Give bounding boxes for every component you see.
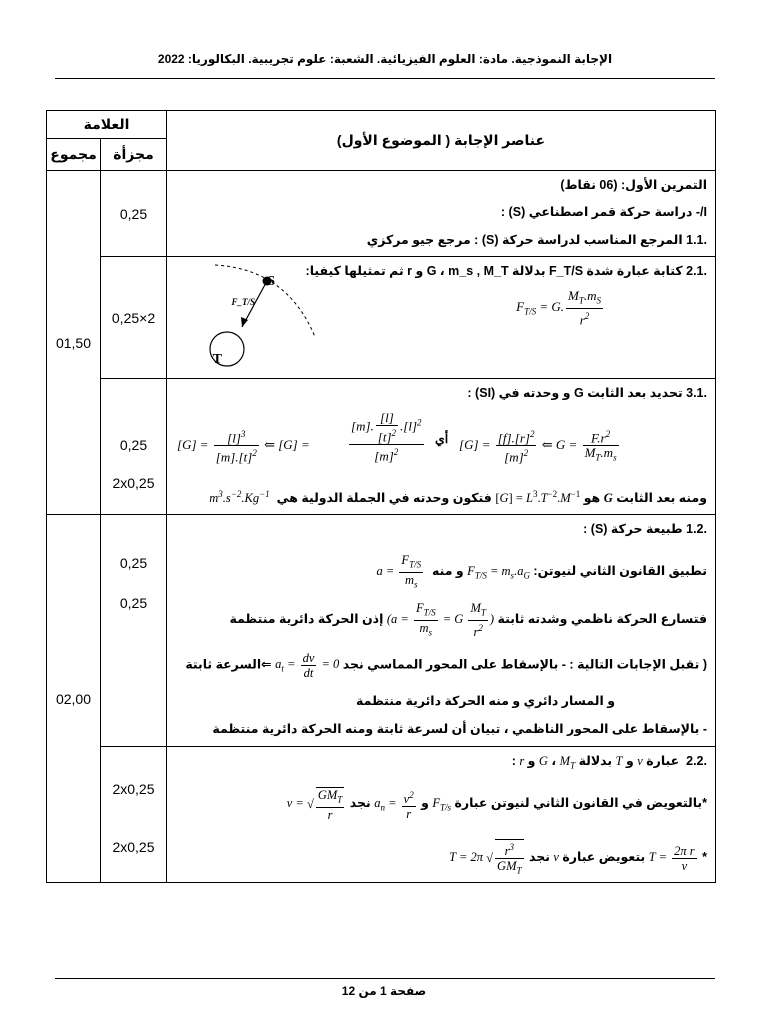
dimension-derivation: [G] = $\frac{[l]^3}{[m].[t]^2}$ ⇐ [G] = [m]. $\frac{[l]}{[t]^2}$ $.[l]^2$ $[m]^2$ أي [G] = $\frac{[f].[r]^2}{[m]^2}$ ⇐ G = $\frac{F.r^2}{M_T.m_s}$ (177, 410, 617, 465)
velocity-expression-line: *بالتعويض في القانون الثاني لنيوتن عبارة $F_{T/s}$ و $a_n$ = $\frac{v^2}{r}$ نجد v = √ $GM_T$ r (286, 788, 707, 822)
partial-score: 0,25 (119, 595, 148, 611)
total-score-r2: 02,00 (47, 515, 101, 883)
answer-cell-q11 (167, 171, 716, 257)
partial-header: مجزأة (101, 139, 167, 171)
partial-scores-q31 (101, 379, 167, 515)
page-number: صفحة 1 من 12 (341, 984, 427, 998)
partial-scores-q22 (101, 747, 167, 883)
dimension-conclusion: ومنه بعد الثابت G هو $[G] = L^3.T^{-2}.M^{-1}$ فتكون وحدته في الجملة الدولية هي $m^3.s^{-2}.Kg^{-1}$ (209, 489, 707, 506)
question-1-2: .1.2 طبيعة حركة (S) : (583, 522, 707, 536)
tangential-projection-line: ( تقبل الإجابات التالية : - بالإسقاط على المحور المماسي نجد $a_t$ = $\frac{dv}{dt}$ = 0 ⇐السرعة ثابتة (185, 651, 707, 680)
answer-cell-q12 (167, 515, 716, 747)
force-label: F_T/S (231, 297, 255, 307)
satellite-label: S (267, 274, 275, 289)
normal-projection-line: - بالإسقاط على المحور الناظمي ، تبيان أن لسرعة ثابتة ومنه الحركة دائرية منتظمة (212, 722, 707, 736)
part-title: I/- دراسة حركة قمر اصطناعي (S) : (500, 205, 707, 219)
answer-table (46, 110, 716, 883)
total-score-r1: 01,50 (47, 171, 101, 515)
partial-score: 0,25 (101, 171, 167, 257)
question-3-1: .3.1 تحديد بعد الثابت G و وحدته في (SI) : (467, 386, 707, 400)
total-header: مجموع (47, 139, 101, 171)
page-header: الإجابة النموذجية. مادة: العلوم الفيزيائية. الشعبة: علوم تجريبية. البكالوريا: 2022 (157, 52, 613, 66)
grade-header: العلامة (47, 111, 167, 139)
question-2-2: .2.2 عبارة v و T بدلالة G ، $M_T$ و r : (511, 754, 707, 771)
circular-path-line: و المسار دائري و منه الحركة دائرية منتظمة (355, 694, 615, 708)
partial-score: 0,25 (119, 437, 148, 453)
normal-acceleration-line: فتسارع الحركة ناظمي وشدته ثابتة (a = $\frac{F_{T/S}}{m_s}$ = G $\frac{M_T}{r^2}$ ) إذن الحركة دائرية منتظمة (229, 601, 707, 639)
partial-score: 0,25 (119, 555, 148, 571)
answer-cell-q21 (167, 257, 716, 379)
footer-divider (55, 978, 715, 979)
earth-label: T (212, 352, 222, 367)
exercise-title: التمرين الأول: (06 نقاط) (560, 178, 707, 192)
partial-score: 2x0,25 (112, 781, 155, 797)
question-2-1: .2.1 كتابة عبارة شدة F_T/S بدلالة G ، m_s , M_T و r ثم تمثيلها كيفيا: (305, 264, 707, 278)
orbit-force-diagram (197, 259, 337, 371)
newton-second-law: تطبيق القانون الثاني لنيوتن: $F_{T/S} = m_s.a_G$ و منه a = $\frac{F_{T/S}}{m_s}$ (376, 553, 707, 589)
partial-score: 2x0,25 (112, 475, 155, 491)
partial-score: 2x0,25 (112, 839, 155, 855)
partial-score: 0,25×2 (101, 257, 167, 379)
partial-scores-q12 (101, 515, 167, 747)
orbit-arc (215, 265, 315, 337)
answer-cell-q22 (167, 747, 716, 883)
question-1-1: .1.1 المرجع المناسب لدراسة حركة (S) : مرجع جيو مركزي (366, 233, 707, 247)
answer-cell-q31 (167, 379, 716, 515)
answer-elements-header: عناصر الإجابة ( الموضوع الأول) (167, 111, 716, 171)
header-divider (55, 78, 715, 79)
gravitation-formula: $F_{T/S} = G$. $\frac{M_T.m_S}{r^2}$ (516, 288, 601, 327)
period-expression-line: * T = $\frac{\text{2π r}}{v}$ بتعويض عبارة v نجد T = 2π √ $r^3$ $GM_T$ (449, 839, 707, 878)
